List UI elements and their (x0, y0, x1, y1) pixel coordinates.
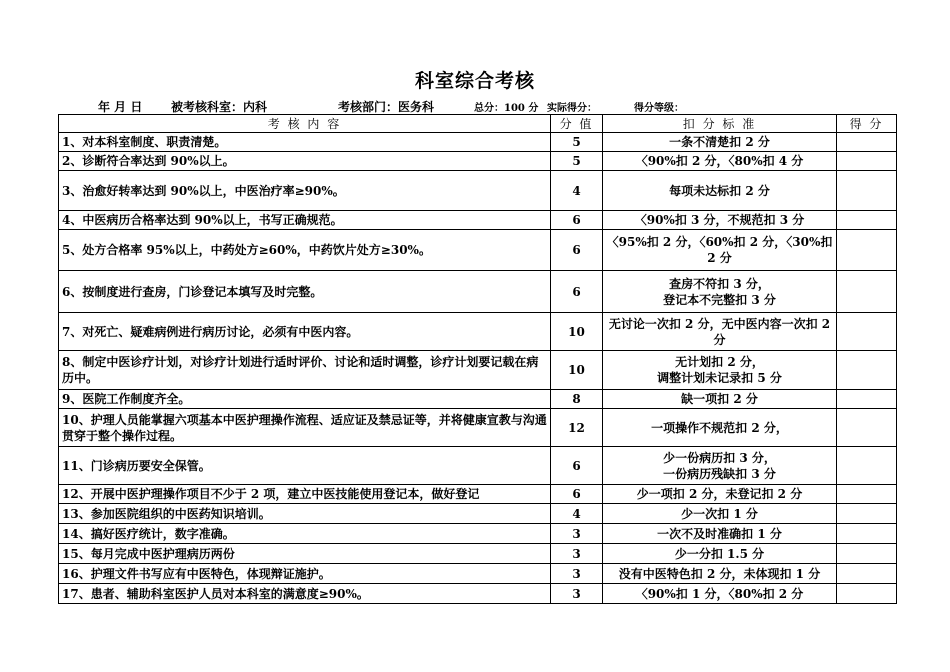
item-score-cell: 6 (551, 485, 603, 504)
item-content-cell: 2、诊断符合率达到 90%以上。 (59, 152, 551, 171)
item-content-cell: 4、中医病历合格率达到 90%以上，书写正确规范。 (59, 211, 551, 230)
assessed-department: 被考核科室：内科 (171, 100, 268, 114)
table-row (59, 544, 897, 564)
item-score-cell: 3 (551, 584, 603, 604)
score-grade: 得分等级： (634, 103, 684, 114)
table-row (59, 485, 897, 504)
item-score-cell: 12 (551, 409, 603, 447)
deduction-rule-cell: 无计划扣 2 分， 调整计划未记录扣 5 分 (603, 351, 837, 390)
deduction-rule-cell: 〈90%扣 1 分，〈80%扣 2 分 (603, 584, 837, 604)
item-score-cell: 3 (551, 564, 603, 584)
deduction-rule-cell: 查房不符扣 3 分， 登记本不完整扣 3 分 (603, 271, 837, 313)
page-title: 科室综合考核 (414, 70, 535, 92)
result-score-cell[interactable] (837, 211, 897, 230)
actual-score: 实际得分： (547, 103, 597, 114)
table-row (59, 447, 897, 485)
deduction-rule-cell: 少一分扣 1.5 分 (603, 544, 837, 564)
result-score-cell[interactable] (837, 485, 897, 504)
item-content-cell: 6、按制度进行查房，门诊登记本填写及时完整。 (59, 271, 551, 313)
item-content-cell: 1、对本科室制度、职责清楚。 (59, 133, 551, 152)
deduction-rule-cell: 每项未达标扣 2 分 (603, 171, 837, 211)
item-content-cell: 3、治愈好转率达到 90%以上，中医治疗率≥90%。 (59, 171, 551, 211)
item-content-cell: 17、患者、辅助科室医护人员对本科室的满意度≥90%。 (59, 584, 551, 604)
deduction-rule-cell: 少一项扣 2 分，未登记扣 2 分 (603, 485, 837, 504)
item-score-cell: 3 (551, 544, 603, 564)
table-row (59, 409, 897, 447)
result-score-cell[interactable] (837, 271, 897, 313)
result-score-cell[interactable] (837, 133, 897, 152)
item-content-cell: 13、参加医院组织的中医药知识培训。 (59, 504, 551, 524)
table-row (59, 564, 897, 584)
table-row (59, 230, 897, 271)
item-content-cell: 8、制定中医诊疗计划，对诊疗计划进行适时评价、讨论和适时调整，诊疗计划要记载在病历中。 (59, 351, 551, 390)
deduction-rule-cell: 没有中医特色扣 2 分，未体现扣 1 分 (603, 564, 837, 584)
table-row (59, 390, 897, 409)
item-score-cell: 10 (551, 313, 603, 351)
table-row (59, 504, 897, 524)
assessment-table (58, 114, 897, 604)
result-score-cell[interactable] (837, 504, 897, 524)
item-score-cell: 6 (551, 271, 603, 313)
table-row (59, 313, 897, 351)
deduction-rule-cell: 少一次扣 1 分 (603, 504, 837, 524)
result-score-cell[interactable] (837, 544, 897, 564)
table-row (59, 211, 897, 230)
item-score-cell: 6 (551, 211, 603, 230)
table-row (59, 152, 897, 171)
item-content-cell: 14、搞好医疗统计，数字准确。 (59, 524, 551, 544)
table-row (59, 271, 897, 313)
deduction-rule-cell: 一项操作不规范扣 2 分， (603, 409, 837, 447)
assessment-meta (0, 98, 950, 114)
item-score-cell: 6 (551, 230, 603, 271)
item-content-cell: 10、护理人员能掌握六项基本中医护理操作流程、适应证及禁忌证等，并将健康宣教与沟通贯穿于整个操作过程。 (59, 409, 551, 447)
deduction-rule-cell: 一条不清楚扣 2 分 (603, 133, 837, 152)
table-row (59, 171, 897, 211)
header-score: 分 值 (551, 115, 603, 133)
item-score-cell: 6 (551, 447, 603, 485)
item-score-cell: 3 (551, 524, 603, 544)
header-rule: 扣 分 标 准 (603, 115, 837, 133)
table-header-row (59, 115, 897, 133)
result-score-cell[interactable] (837, 390, 897, 409)
deduction-rule-cell: 少一份病历扣 3 分， 一份病历残缺扣 3 分 (603, 447, 837, 485)
item-content-cell: 11、门诊病历要安全保管。 (59, 447, 551, 485)
result-score-cell[interactable] (837, 351, 897, 390)
total-score: 总分：100 分 (474, 103, 539, 114)
result-score-cell[interactable] (837, 152, 897, 171)
result-score-cell[interactable] (837, 564, 897, 584)
item-score-cell: 5 (551, 133, 603, 152)
item-score-cell: 10 (551, 351, 603, 390)
item-score-cell: 4 (551, 504, 603, 524)
table-row (59, 524, 897, 544)
date-field: 年 月 日 (98, 100, 143, 114)
table-body (59, 133, 897, 604)
item-content-cell: 12、开展中医护理操作项目不少于 2 项，建立中医技能使用登记本，做好登记 (59, 485, 551, 504)
result-score-cell[interactable] (837, 524, 897, 544)
item-content-cell: 15、每月完成中医护理病历两份 (59, 544, 551, 564)
deduction-rule-cell: 〈90%扣 3 分，不规范扣 3 分 (603, 211, 837, 230)
deduction-rule-cell: 无讨论一次扣 2 分，无中医内容一次扣 2 分 (603, 313, 837, 351)
deduction-rule-cell: 一次不及时准确扣 1 分 (603, 524, 837, 544)
result-score-cell[interactable] (837, 171, 897, 211)
deduction-rule-cell: 缺一项扣 2 分 (603, 390, 837, 409)
result-score-cell[interactable] (837, 230, 897, 271)
result-score-cell[interactable] (837, 447, 897, 485)
item-content-cell: 5、处方合格率 95%以上，中药处方≥60%，中药饮片处方≥30%。 (59, 230, 551, 271)
table-row (59, 133, 897, 152)
item-content-cell: 16、护理文件书写应有中医特色，体现辩证施护。 (59, 564, 551, 584)
item-content-cell: 9、医院工作制度齐全。 (59, 390, 551, 409)
item-score-cell: 8 (551, 390, 603, 409)
result-score-cell[interactable] (837, 584, 897, 604)
table-row (59, 351, 897, 390)
deduction-rule-cell: 〈95%扣 2 分，〈60%扣 2 分，〈30%扣 2 分 (603, 230, 837, 271)
item-score-cell: 4 (551, 171, 603, 211)
result-score-cell[interactable] (837, 409, 897, 447)
deduction-rule-cell: 〈90%扣 2 分，〈80%扣 4 分 (603, 152, 837, 171)
result-score-cell[interactable] (837, 313, 897, 351)
item-score-cell: 5 (551, 152, 603, 171)
table-row (59, 584, 897, 604)
header-content: 考 核 内 容 (59, 115, 551, 133)
header-result: 得 分 (837, 115, 897, 133)
item-content-cell: 7、对死亡、疑难病例进行病历讨论，必须有中医内容。 (59, 313, 551, 351)
assessing-department: 考核部门：医务科 (338, 100, 435, 114)
